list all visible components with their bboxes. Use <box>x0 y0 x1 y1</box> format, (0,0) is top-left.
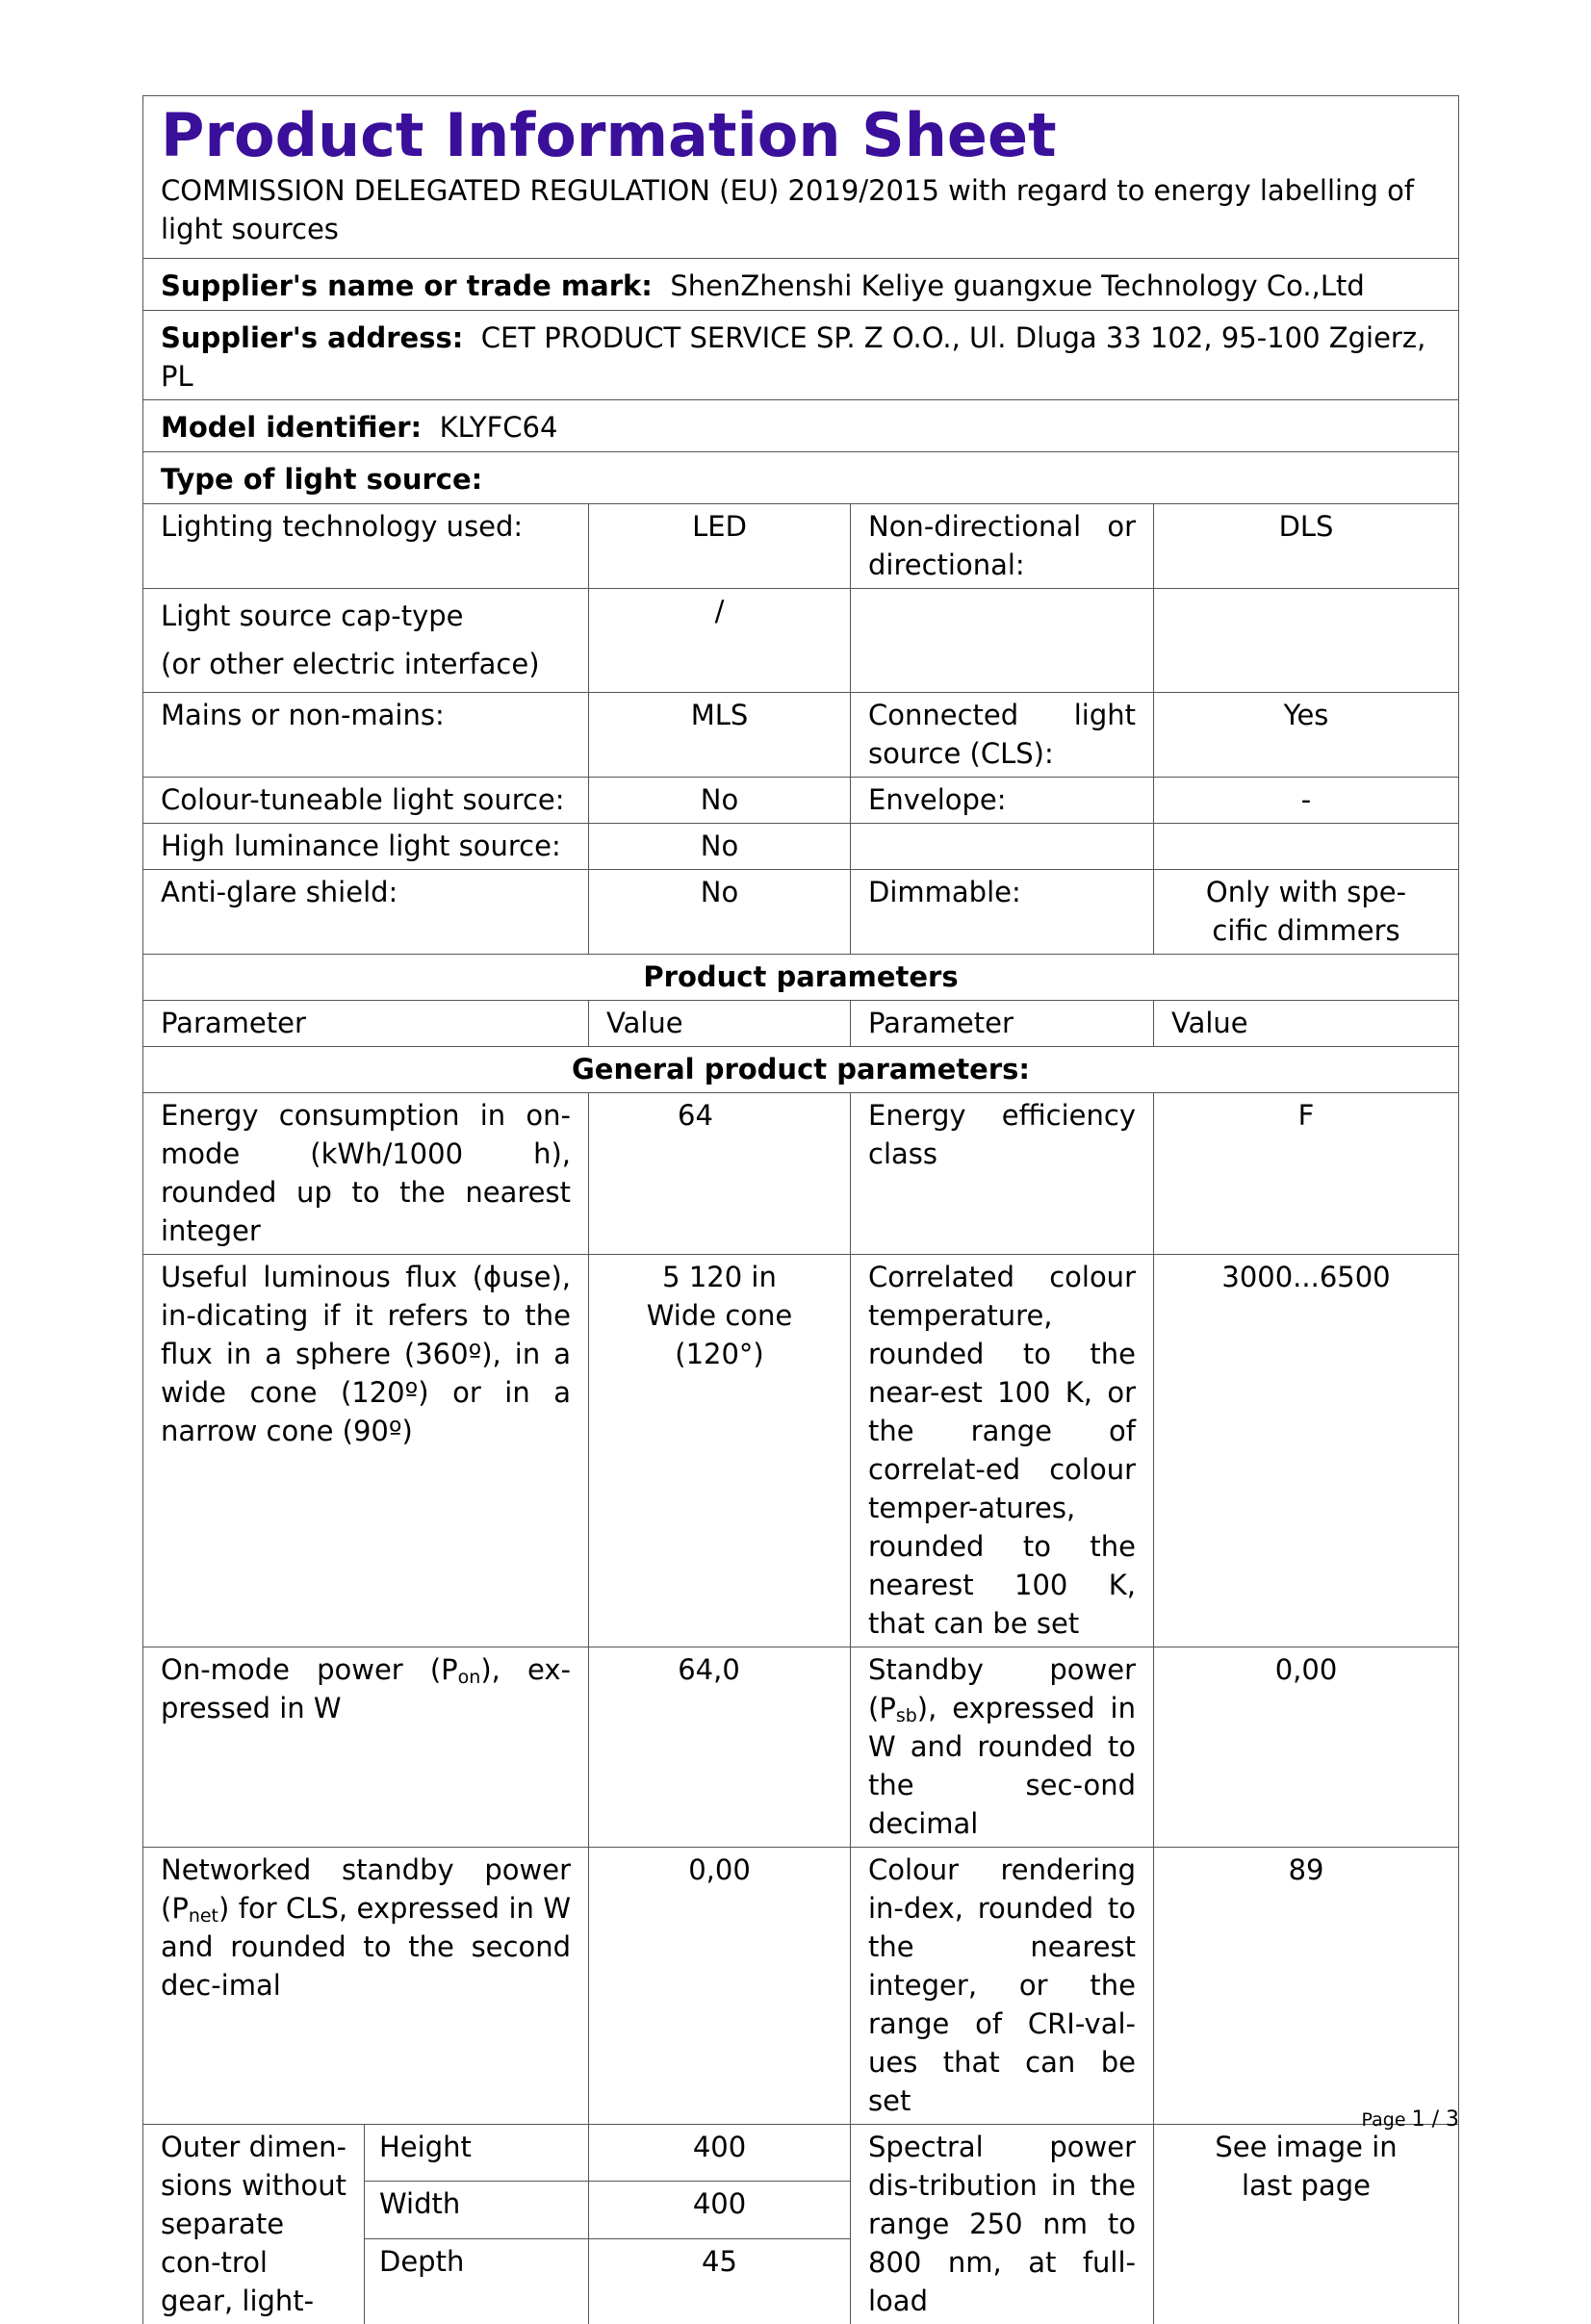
type-value: Yes <box>1154 693 1459 778</box>
param-label: Correlated colour temperature, rounded to the near-est 100 K, or the range of correlat-ed colour temper-atures, rounded to the nearest 100 K, that can be set <box>851 1255 1154 1647</box>
type-value: LED <box>589 504 851 589</box>
depth-value: 45 <box>589 2238 851 2324</box>
param-row <box>143 1647 1459 1848</box>
spectral-label: Spectral power dis-tribution in the range 250 nm to 800 nm, at full-load <box>851 2125 1154 2324</box>
page-number: 1 / 3 <box>1412 2107 1459 2132</box>
type-value: - <box>1154 778 1459 824</box>
type-row <box>143 870 1459 955</box>
info-table <box>142 95 1459 2324</box>
param-value: 0,00 <box>589 1848 851 2125</box>
type-param: Anti-glare shield: <box>143 870 589 955</box>
supplier-name-value: ShenZhenshi Keliye guangxue Technology Co.,Ltd <box>670 269 1364 302</box>
type-param <box>143 589 589 693</box>
type-row <box>143 504 1459 589</box>
type-row <box>143 824 1459 870</box>
type-param: Non-directional or directional: <box>851 504 1154 589</box>
supplier-name-row <box>143 259 1459 311</box>
width-label: Width <box>365 2182 589 2238</box>
type-param: Colour-tuneable light source: <box>143 778 589 824</box>
spectral-value: See image in last page <box>1154 2125 1459 2324</box>
param-value: 64,0 <box>589 1647 851 1848</box>
param-label: Networked standby power $(P_{net})$ for CLS, expressed in W and rounded to the second dec-imal <box>143 1848 589 2125</box>
type-value <box>1154 824 1459 870</box>
dimensions-row <box>143 2125 1459 2182</box>
supplier-address-value: CET PRODUCT SERVICE SP. Z O.O., Ul. Dluga 33 102, 95-100 Zgierz, PL <box>161 321 1425 393</box>
type-row <box>143 589 1459 693</box>
param-value: 0,00 <box>1154 1647 1459 1848</box>
type-value: No <box>589 824 851 870</box>
dimensions-label: Outer dimen-sions without separate con-trol gear, light- <box>143 2125 365 2324</box>
type-param: Connected light source (CLS): <box>851 693 1154 778</box>
param-value: 5 120 in Wide cone (120°) <box>589 1255 851 1647</box>
type-param: Mains or non-mains: <box>143 693 589 778</box>
type-param <box>851 589 1154 693</box>
type-param: Dimmable: <box>851 870 1154 955</box>
height-label: Height <box>365 2125 589 2182</box>
type-row <box>143 778 1459 824</box>
type-param: Lighting technology used: <box>143 504 589 589</box>
depth-label: Depth <box>365 2238 589 2324</box>
height-value: 400 <box>589 2125 851 2182</box>
width-value: 400 <box>589 2182 851 2238</box>
type-heading: Type of light source: <box>143 452 1459 504</box>
cap-type-sublabel: (or other electric interface) <box>161 640 571 688</box>
model-identifier-label: Model identifier: <box>161 411 422 444</box>
param-row <box>143 1255 1459 1647</box>
param-row <box>143 1848 1459 2125</box>
type-param: High luminance light source: <box>143 824 589 870</box>
regulation-subtitle: COMMISSION DELEGATED REGULATION (EU) 2019/2015 with regard to energy labelling of light sources <box>161 169 1441 258</box>
param-value: 64 <box>589 1093 851 1255</box>
param-label: Energy efficiency class <box>851 1093 1154 1255</box>
supplier-name-label: Supplier's name or trade mark: <box>161 269 653 302</box>
column-header-row <box>143 1001 1459 1047</box>
product-parameters-heading: Product parameters <box>143 955 1459 1001</box>
param-label: Useful luminous flux (ɸuse), in-dicating if it refers to the flux in a sphere (360º), in a wide cone (120º) or in a narrow cone (90º) <box>143 1255 589 1647</box>
param-label: On-mode power $(P_{on})$, ex-pressed in W <box>143 1647 589 1848</box>
type-row <box>143 693 1459 778</box>
param-value: 89 <box>1154 1848 1459 2125</box>
type-value <box>1154 589 1459 693</box>
param-row <box>143 1093 1459 1255</box>
general-parameters-heading: General product parameters: <box>143 1047 1459 1093</box>
page-label: Page <box>1362 2109 1406 2131</box>
model-identifier-row <box>143 400 1459 452</box>
supplier-address-label: Supplier's address: <box>161 321 463 354</box>
type-value: / <box>589 589 851 693</box>
page-footer <box>1362 2107 1459 2132</box>
page-title: Product Information Sheet <box>161 96 1441 169</box>
column-header-value: Value <box>589 1001 851 1047</box>
column-header-value: Value <box>1154 1001 1459 1047</box>
model-identifier-value: KLYFC64 <box>440 411 558 444</box>
param-label: Energy consumption in on-mode (kWh/1000 h), rounded up to the nearest integer <box>143 1093 589 1255</box>
type-param <box>851 824 1154 870</box>
type-value: No <box>589 778 851 824</box>
column-header-parameter: Parameter <box>143 1001 589 1047</box>
param-value: F <box>1154 1093 1459 1255</box>
column-header-parameter: Parameter <box>851 1001 1154 1047</box>
type-value: Only with spe-cific dimmers <box>1154 870 1459 955</box>
supplier-address-row <box>143 311 1459 400</box>
product-information-sheet <box>142 95 1458 2324</box>
cap-type-label: Light source cap-type <box>161 592 571 640</box>
type-value: No <box>589 870 851 955</box>
type-param: Envelope: <box>851 778 1154 824</box>
type-value: MLS <box>589 693 851 778</box>
param-value: 3000...6500 <box>1154 1255 1459 1647</box>
param-label: Standby power $(P_{sb})$, expressed in W and rounded to the sec-ond decimal <box>851 1647 1154 1848</box>
type-value: DLS <box>1154 504 1459 589</box>
param-label: Colour rendering in-dex, rounded to the nearest integer, or the range of CRI-val-ues that can be set <box>851 1848 1154 2125</box>
